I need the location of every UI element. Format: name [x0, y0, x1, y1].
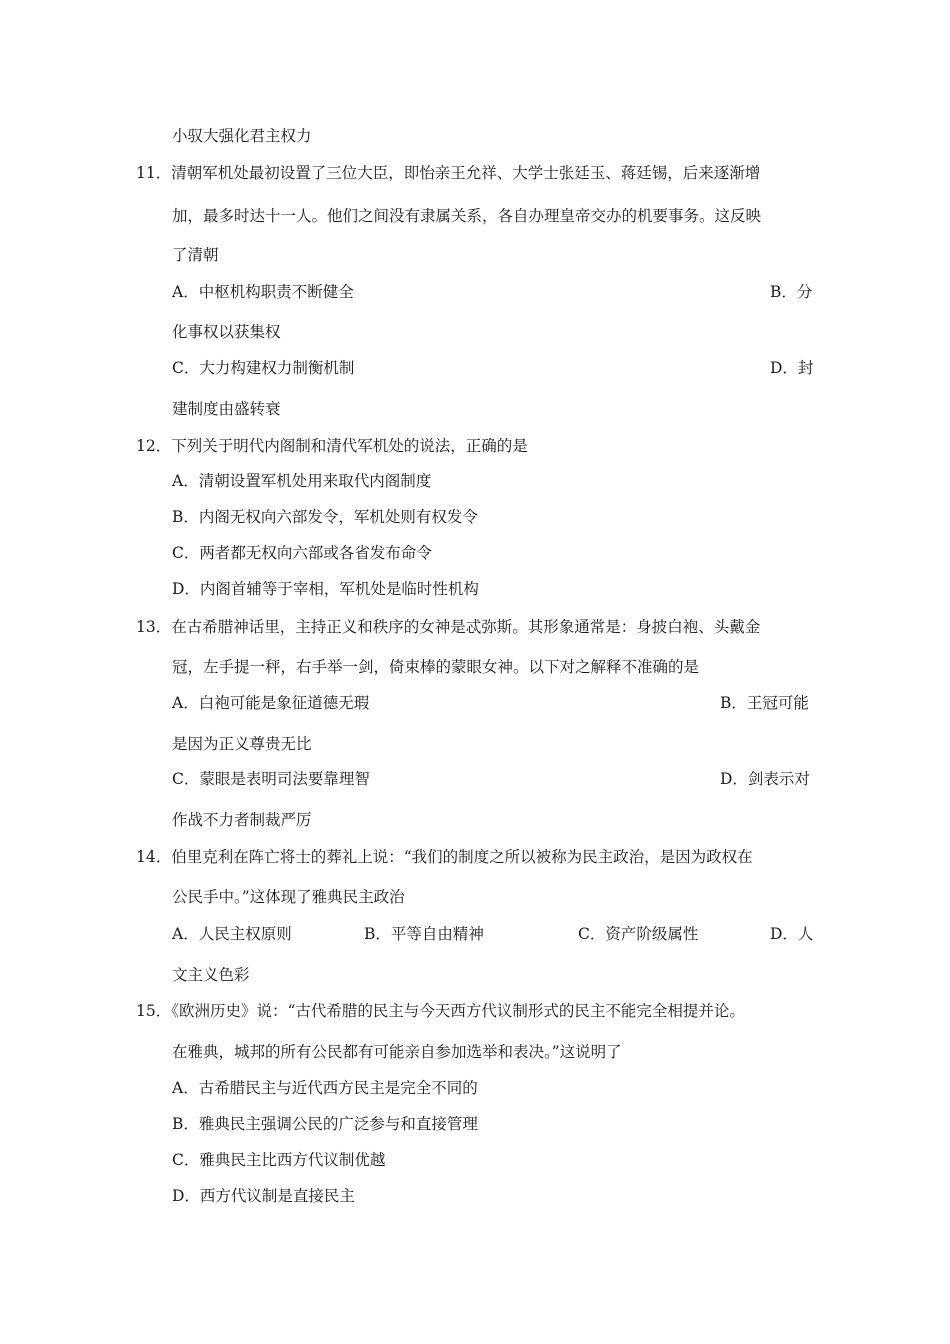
option-d: D．内阁首辅等于宰相，军机处是临时性机构 — [172, 580, 479, 598]
option-c: C．蒙眼是表明司法要靠理智 — [172, 770, 370, 788]
option-c: C．两者都无权向六部或各省发布命令 — [172, 544, 432, 562]
option-d: D．人 — [770, 925, 814, 943]
option-c: C．雅典民主比西方代议制优越 — [172, 1151, 386, 1169]
question-14-stem-cont: 公民手中。”这体现了雅典民主政治 — [172, 888, 405, 906]
question-15-stem: 15．《欧洲历史》说：“古代希腊的民主与今天西方代议制形式的民主不能完全相提并论。 — [136, 1002, 745, 1020]
option-b: B．平等自由精神 — [364, 925, 484, 943]
option-d: D．封 — [770, 359, 814, 377]
option-c: C．资产阶级属性 — [578, 925, 699, 943]
option-c: C．大力构建权力制衡机制 — [172, 359, 355, 377]
option-b: B．分 — [770, 283, 813, 301]
option-d-cont: 文主义色彩 — [172, 966, 250, 984]
option-d: D．西方代议制是直接民主 — [172, 1187, 355, 1205]
option-b-cont: 是因为正义尊贵无比 — [172, 735, 312, 753]
option-a: A．古希腊民主与近代西方民主是完全不同的 — [172, 1079, 478, 1097]
question-13-stem-cont: 冠，左手提一秤，右手举一剑，倚束棒的蒙眼女神。以下对之解释不准确的是 — [172, 658, 700, 676]
option-b: B．内阁无权向六部发令，军机处则有权发令 — [172, 508, 478, 526]
question-11-stem-cont: 了清朝 — [172, 246, 219, 264]
option-d-cont: 作战不力者制裁严厉 — [172, 811, 312, 829]
option-b: B．王冠可能 — [720, 694, 809, 712]
option-a: A．中枢机构职责不断健全 — [172, 283, 354, 301]
option-b-cont: 化事权以获集权 — [172, 323, 281, 341]
question-14-stem: 14．伯里克利在阵亡将士的葬礼上说：“我们的制度之所以被称为民主政治，是因为政权在 — [136, 848, 753, 866]
question-13-stem: 13．在古希腊神话里，主持正义和秩序的女神是忒弥斯。其形象通常是：身披白袍、头戴金 — [136, 618, 761, 636]
option-a: A．人民主权原则 — [172, 925, 292, 943]
question-11-stem-cont: 加，最多时达十一人。他们之间没有隶属关系，各自办理皇帝交办的机要事务。这反映 — [172, 207, 762, 225]
option-d-cont: 建制度由盛转衰 — [172, 400, 281, 418]
question-12-stem: 12．下列关于明代内阁制和清代军机处的说法，正确的是 — [136, 437, 528, 455]
option-a: A．清朝设置军机处用来取代内阁制度 — [172, 472, 432, 490]
text-line: 小驭大强化君主权力 — [172, 127, 312, 145]
option-d: D．剑表示对 — [720, 770, 810, 788]
option-a: A．白袍可能是象征道德无瑕 — [172, 694, 370, 712]
option-b: B．雅典民主强调公民的广泛参与和直接管理 — [172, 1115, 478, 1133]
question-11-stem: 11．清朝军机处最初设置了三位大臣，即怡亲王允祥、大学士张廷玉、蒋廷锡，后来逐渐增 — [136, 164, 761, 182]
question-15-stem-cont: 在雅典，城邦的所有公民都有可能亲自参加选举和表决。”这说明了 — [172, 1043, 622, 1061]
